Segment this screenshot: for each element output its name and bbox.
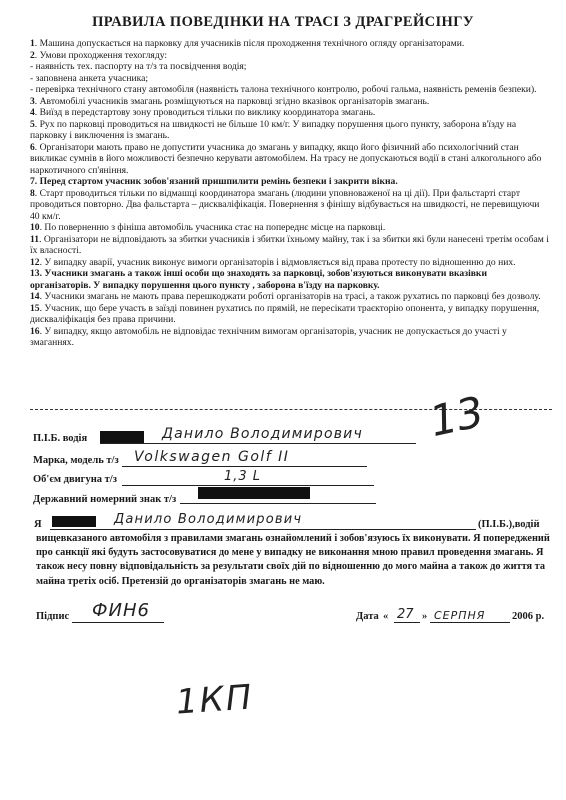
rule-item — [30, 176, 550, 188]
rule-number: 6 — [30, 141, 35, 153]
rule-number: 8 — [30, 187, 35, 199]
rule-item — [30, 142, 550, 177]
rule-number: 3 — [30, 95, 35, 107]
rule-item — [30, 38, 550, 50]
date-open-quote: « — [383, 611, 389, 622]
rule-text: - наявність тех. паспорту на т/з та посвідчення водія; — [30, 61, 247, 72]
rule-text: . Старт проводиться тільки по відмашці координатора змагань (людини уповноваженої на ці дії). При фальстарті старт проводиться повторно. Два фальстарта – дискваліфікація. Повернення з фінішу відбувається на швидкості, не перевищуючи 40 км/г. — [30, 187, 540, 222]
rule-text: . Учасники змагань не мають права перешкоджати роботі організаторів на трасі, а також рухатись по парковці без дозволу. — [39, 291, 541, 302]
rule-item — [30, 107, 550, 119]
engine-value[interactable]: 1,3 L — [224, 469, 262, 484]
handwritten-note: 1КП — [174, 677, 255, 723]
rule-item — [30, 268, 550, 291]
car-underline — [122, 466, 367, 467]
rule-number: 4 — [30, 107, 35, 118]
signature-label: Підпис — [36, 611, 70, 622]
pib-label: (П.І.Б.),водій — [478, 519, 540, 530]
rule-text: - перевірка технічного стану автомобіля (наявність талона технічного контролю, робочі гальма, наявність ременів безпеки). — [30, 84, 537, 95]
rule-text: . Учасники змагань а також інші особи що знаходять за парковці, зобов'язуються виконувати вказівки організаторів. У випадку порушення цього пункту , заборона в'їзду на парковку. — [30, 268, 487, 291]
plate-redaction[interactable] — [198, 487, 310, 499]
rules-list — [30, 38, 550, 349]
rule-item — [30, 119, 550, 142]
plate-label: Державний номерний знак т/з — [33, 494, 177, 505]
date-day[interactable]: 27 — [397, 607, 414, 622]
rule-number: 11 — [30, 233, 40, 245]
declaration-redaction — [52, 516, 96, 527]
rule-item — [30, 188, 550, 223]
rule-text: . По поверненню з фініша автомобіль учасника стає на попереднє місце на парковці. — [39, 222, 386, 233]
rule-text: . Організатори мають право не допустити учасника до змагань у випадку, якщо його фізичний або психологічний стан викликає сумнів в його можливості безпечно керувати автомобілем. На трасу не допускаються водії в стані алкогольного або наркотичного сп'яніння. — [30, 141, 542, 176]
declaration-ya: Я — [34, 519, 42, 530]
rule-item — [30, 84, 550, 96]
rule-item — [30, 73, 550, 85]
engine-label: Об'єм двигуна т/з — [33, 474, 117, 485]
rule-item — [30, 326, 550, 349]
rule-number: 1 — [30, 38, 35, 49]
rule-item — [30, 61, 550, 73]
declaration-text: вищевказаного автомобіля з правилами змагань ознайомлений і зобов'язуюсь їх виконувати. Я попереджений про санкції які будуть застосовуватися до мене у випадку не виконання мною правил проведення змагань. Я також несу повну відповідальність за результати своїх дій по відношенню до мого майна а також до життя та майна третіх осіб. Претензій до організаторів змагань не маю. — [36, 533, 550, 587]
plate-underline — [180, 503, 376, 504]
rule-text: . Організатори не відповідають за збитки учасників і збитки їхньому майну, так і за збитки які були нанесені третім особам і їх власності. — [30, 233, 549, 256]
rule-item — [30, 303, 550, 326]
rule-item — [30, 50, 550, 62]
rule-number: 15 — [30, 302, 40, 314]
rule-text: . Автомобілі учасників змагань розміщуються на парковці згідно вказівок організаторів змагань. — [34, 95, 430, 107]
driver-label: П.І.Б. водія — [33, 433, 88, 444]
date-close-quote: » — [422, 611, 428, 622]
declaration-name-underline — [50, 529, 476, 530]
rule-text: . Учасник, що бере участь в заїзді повинен рухатись по прямій, не пересікати траєкторію опонента, у випадку порушення, дискваліфікація без права причини. — [30, 302, 540, 325]
signature-underline — [72, 622, 164, 623]
rule-number: 12 — [30, 256, 40, 268]
rule-number: 14 — [30, 291, 40, 302]
rule-number: 13 — [30, 268, 40, 279]
rule-item — [30, 96, 550, 108]
month-underline — [430, 622, 510, 623]
rule-text: . Машина допускається на парковку для учасників після проходження технічного огляду організаторами. — [34, 38, 465, 49]
car-label: Марка, модель т/з — [33, 455, 119, 466]
rule-number: 10 — [30, 222, 40, 233]
driver-underline — [100, 443, 416, 444]
rule-number: 7 — [30, 176, 35, 187]
rule-item — [30, 291, 550, 303]
rule-text: - заповнена анкета учасника; — [30, 72, 149, 84]
handwritten-number: 13 — [425, 386, 488, 447]
rule-text: . Умови проходження техогляду: — [34, 49, 168, 61]
rule-text: . Перед стартом учасник зобов'язаний пришпилити ремінь безпеки і закрити вікна. — [34, 176, 398, 187]
day-underline — [394, 622, 420, 623]
signature-value[interactable]: ФИН6 — [92, 600, 150, 621]
date-label: Дата — [356, 611, 379, 622]
declaration-name-value[interactable]: Данило Володимирович — [114, 512, 303, 527]
rule-text: . Виїзд в передстартову зону проводиться тільки по виклику координатора змагань. — [34, 107, 376, 118]
rule-text: . У випадку, якщо автомобіль не відповідає технічним вимогам організаторів, учасник не допускається до участі у змаганнях. — [30, 325, 507, 348]
driver-name-value[interactable]: Данило Володимирович — [162, 426, 363, 442]
rule-text: . У випадку аварії, учасник виконує вимоги організаторів і відмовляється від права протесту по відношенню до них. — [39, 256, 516, 268]
date-month[interactable]: СЕРПНЯ — [434, 609, 486, 622]
redaction-box — [100, 431, 144, 443]
rule-item — [30, 257, 550, 269]
rule-item — [30, 234, 550, 257]
rule-number: 16 — [30, 325, 40, 337]
rule-number: 5 — [30, 118, 35, 130]
rule-item — [30, 222, 550, 234]
rule-text: . Рух по парковці проводиться на швидкості не більше 10 км/г. У випадку порушення цього пункту, заборона в'їзду на парковку і виключення із змагань. — [30, 118, 517, 141]
date-year: 2006 р. — [512, 611, 545, 622]
car-value[interactable]: Volkswagen Golf II — [134, 449, 290, 465]
document-title: ПРАВИЛА ПОВЕДІНКИ НА ТРАСІ З ДРАГРЕЙСІНГУ — [92, 14, 474, 30]
rule-number: 2 — [30, 49, 35, 61]
engine-underline — [122, 485, 374, 486]
